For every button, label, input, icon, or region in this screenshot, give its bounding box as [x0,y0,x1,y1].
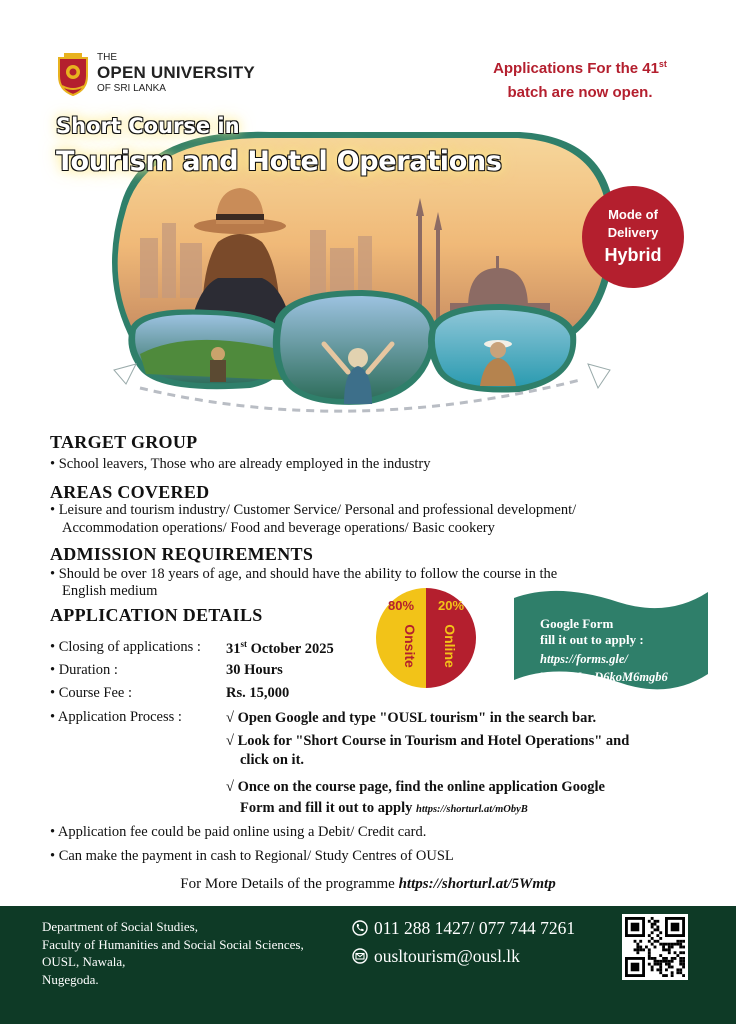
onsite-percent: 80% [387,598,415,613]
qr-module [671,943,674,946]
payment-online-note: • Application fee could be paid online using a Debit/ Credit card. [50,824,427,840]
qr-module [656,963,659,966]
phone-numbers[interactable]: 011 288 1427/ 077 744 7261 [374,918,576,938]
duration-value: 30 Hours [226,662,283,678]
more-details-line: For More Details of the programme https://shorturl.at/5Wmtp [180,876,556,892]
qr-module [665,968,668,971]
process-step-1: √ Open Google and type "OUSL tourism" in the search bar. [226,710,597,726]
qr-module [671,957,674,960]
qr-module [668,963,671,966]
qr-module [679,960,682,963]
phone-icon [352,920,368,936]
qr-module [662,960,665,963]
qr-module [639,948,642,951]
qr-module [671,946,674,949]
qr-module [659,963,662,966]
university-name-suffix: OF SRI LANKA [97,83,166,94]
delivery-split-circle [374,586,478,690]
email-contact [352,946,520,967]
delivery-mode-line-2: Delivery [607,225,659,240]
areas-covered-heading: AREAS COVERED [50,482,210,502]
qr-module [662,943,665,946]
qr-module [654,960,657,963]
qr-module [656,940,659,943]
fee-value: Rs. 15,000 [226,685,290,701]
qr-module [656,920,659,923]
qr-module [651,957,654,960]
qr-module [674,951,677,954]
qr-module [682,946,685,949]
qr-module [679,957,682,960]
qr-module [676,940,679,943]
qr-module [648,957,651,960]
qr-module [648,954,651,957]
admission-line-1: • Should be over 18 years of age, and should have the ability to follow the course in the [50,566,558,582]
qr-module [651,926,654,929]
qr-module [659,931,662,934]
qr-module [676,971,679,974]
qr-module [651,917,654,920]
qr-module [662,974,665,977]
qr-module [648,920,651,923]
qr-finder-pattern [671,923,680,932]
qr-module [679,963,682,966]
qr-module [651,931,654,934]
qr-module [636,951,639,954]
fee-label: • Course Fee : [50,685,132,701]
qr-module [654,940,657,943]
qr-module [656,960,659,963]
delivery-mode-badge [582,186,684,288]
online-label: Online [442,624,458,668]
qr-module [654,963,657,966]
qr-finder-pattern [631,963,640,972]
online-percent: 20% [437,598,465,613]
qr-finder-pattern [631,923,640,932]
admission-line-2: English medium [62,583,158,599]
qr-module [636,946,639,949]
qr-module [674,957,677,960]
qr-module [651,966,654,969]
target-group-heading: TARGET GROUP [50,432,198,452]
qr-module [642,948,645,951]
qr-module [665,960,668,963]
qr-module [651,937,654,940]
qr-module [659,971,662,974]
payment-cash-note: • Can make the payment in cash to Regional/ Study Centres of OUSL [50,848,454,864]
admission-heading: ADMISSION REQUIREMENTS [50,544,314,564]
qr-module [654,920,657,923]
qr-module [679,968,682,971]
title-line-2: Tourism and Hotel Operations [56,146,502,177]
qr-code[interactable] [622,914,688,980]
qr-module [665,957,668,960]
email-icon [352,948,368,964]
closing-label: • Closing of applications : [50,639,201,655]
qr-module [648,951,651,954]
qr-module [682,974,685,977]
qr-module [682,951,685,954]
qr-module [639,946,642,949]
qr-module [668,946,671,949]
qr-module [648,940,651,943]
qr-module [654,946,657,949]
qr-module [668,943,671,946]
qr-module [679,940,682,943]
qr-module [674,943,677,946]
university-crest-logo [56,52,90,96]
process-step-3-cont: Form and fill it out to apply https://shorturl.at/mObyB [240,800,528,816]
areas-covered-line-2: Accommodation operations/ Food and beverage operations/ Basic cookery [62,520,495,536]
applications-open-notice: Applications For the 41st batch are now open. [493,59,667,101]
process-label: • Application Process : [50,709,182,725]
qr-module [668,951,671,954]
qr-module [665,974,668,977]
process-step-2-cont: click on it. [240,752,305,768]
qr-module [662,957,665,960]
email-address[interactable]: ousltourism@ousl.lk [374,946,520,966]
title-line-1: Short Course in [56,114,240,138]
qr-module [659,968,662,971]
qr-module [634,948,637,951]
university-name: OPEN UNIVERSITY [97,63,255,82]
qr-module [656,968,659,971]
qr-module [665,948,668,951]
google-form-title: Google Form [540,616,614,631]
qr-module [682,940,685,943]
closing-value: 31st October 2025 [226,639,334,657]
qr-module [636,948,639,951]
qr-module [679,943,682,946]
google-form-instruction: fill it out to apply : [540,632,644,647]
target-group-text: • School leavers, Those who are already employed in the industry [50,456,431,472]
qr-module [665,963,668,966]
qr-module [662,948,665,951]
qr-module [676,943,679,946]
qr-module [662,946,665,949]
more-details-link[interactable]: https://shorturl.at/5Wmtp [398,876,556,892]
phone-contact [352,918,575,939]
qr-module [656,934,659,937]
qr-module [682,960,685,963]
application-details-heading: APPLICATION DETAILS [50,605,263,625]
delivery-mode-line-1: Mode of [608,207,658,222]
department-address: Department of Social Studies, Faculty of Humanities and Social Social Sciences, OUSL, Nawala, Nugegoda. [42,919,304,987]
qr-module [651,923,654,926]
qr-module [656,928,659,931]
qr-module [676,954,679,957]
qr-module [659,960,662,963]
qr-module [634,940,637,943]
qr-module [654,928,657,931]
university-name-prefix: THE [97,52,117,63]
qr-module [679,951,682,954]
qr-module [671,971,674,974]
qr-module [648,963,651,966]
qr-module [648,948,651,951]
qr-module [676,968,679,971]
qr-module [659,954,662,957]
qr-module [645,946,648,949]
qr-module [682,963,685,966]
qr-module [659,937,662,940]
process-step-3: √ Once on the course page, find the online application Google [226,779,605,795]
qr-module [682,957,685,960]
duration-label: • Duration : [50,662,118,678]
qr-module [679,946,682,949]
qr-module [654,923,657,926]
areas-covered-line-1: • Leisure and tourism industry/ Customer Service/ Personal and professional development/ [50,502,577,518]
qr-module [671,960,674,963]
process-step-2: √ Look for "Short Course in Tourism and Hotel Operations" and [226,733,630,749]
qr-module [639,940,642,943]
qr-module [651,943,654,946]
delivery-mode-value: Hybrid [604,245,662,265]
qr-module [654,957,657,960]
qr-module [665,943,668,946]
qr-module [671,974,674,977]
qr-module [668,960,671,963]
onsite-label: Onsite [402,624,418,668]
qr-module [659,966,662,969]
qr-module [682,966,685,969]
qr-module [651,968,654,971]
qr-module [636,943,639,946]
application-form-link[interactable]: https://shorturl.at/mObyB [416,804,528,815]
google-form-url-part-1[interactable]: https://forms.gle/ [540,652,628,666]
qr-module [671,966,674,969]
qr-module [656,926,659,929]
qr-module [648,934,651,937]
google-form-url-part-2[interactable]: VFUJUugD6koM6mgb6 [540,670,668,684]
qr-module [679,971,682,974]
qr-module [668,966,671,969]
qr-module [659,943,662,946]
qr-module [668,948,671,951]
